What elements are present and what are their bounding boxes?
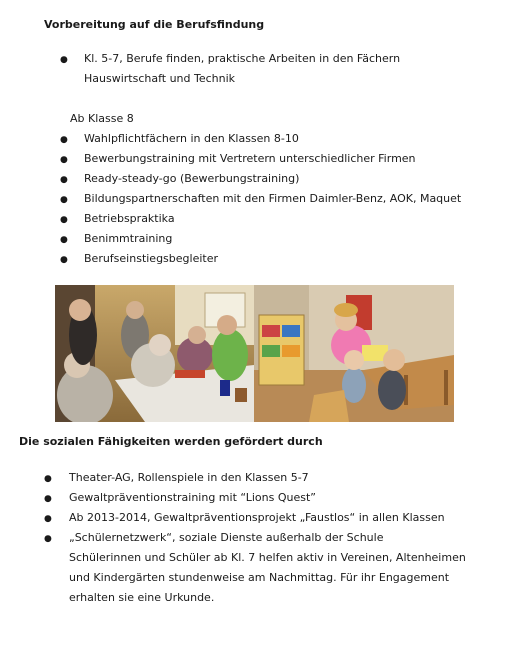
bullet: ● [60,255,68,265]
list-item-continuation: Schülerinnen und Schüler ab Kl. 7 helfen aktiv in Vereinen, Altenheimen [69,551,466,564]
list-item-continuation: Hauswirtschaft und Technik [84,72,236,85]
photo-strip [55,285,454,422]
list-item: Ready-steady-go (Bewerbungstraining) [84,172,300,185]
photo-seniors-activity [55,285,254,422]
bullet: ● [60,135,68,145]
list-item: Benimmtraining [84,232,173,245]
bullet: ● [60,215,68,225]
bullet: ● [60,155,68,165]
section-heading-soziale-faehigkeiten: Die sozialen Fähigkeiten werden gefördert durch [19,435,323,448]
list-item-continuation: erhalten sie eine Urkunde. [69,591,215,604]
list-item: Gewaltpräventionstraining mit “Lions Quest” [69,491,317,504]
bullet: ● [44,494,52,504]
subheading-ab-klasse-8: Ab Klasse 8 [70,112,134,125]
bullet: ● [60,55,68,65]
list-item: „Schülernetzwerk“, soziale Dienste außerhalb der Schule [69,531,384,544]
list-item: Bildungspartnerschaften mit den Firmen Daimler-Benz, AOK, Maquet [84,192,462,205]
list-item: Wahlpflichtfächern in den Klassen 8-10 [84,132,299,145]
bullet: ● [60,175,68,185]
bullet: ● [44,514,52,524]
bullet: ● [44,474,52,484]
list-item-continuation: und Kindergärten stundenweise am Nachmittag. Für ihr Engagement [69,571,450,584]
list-item: Theater-AG, Rollenspiele in den Klassen 5-7 [69,471,309,484]
bullet: ● [60,195,68,205]
list-item: Ab 2013-2014, Gewaltpräventionsprojekt „Faustlos“ in allen Klassen [69,511,445,524]
list-item: Bewerbungstraining mit Vertretern unterschiedlicher Firmen [84,152,416,165]
list-item: Kl. 5-7, Berufe finden, praktische Arbeiten in den Fächern [84,52,401,65]
bullet: ● [60,235,68,245]
section-heading-berufsfindung: Vorbereitung auf die Berufsfindung [44,18,265,31]
photo-kindergarten-children [254,285,454,422]
list-item: Berufseinstiegsbegleiter [84,252,219,265]
list-item: Betriebspraktika [84,212,175,225]
bullet: ● [44,534,52,544]
